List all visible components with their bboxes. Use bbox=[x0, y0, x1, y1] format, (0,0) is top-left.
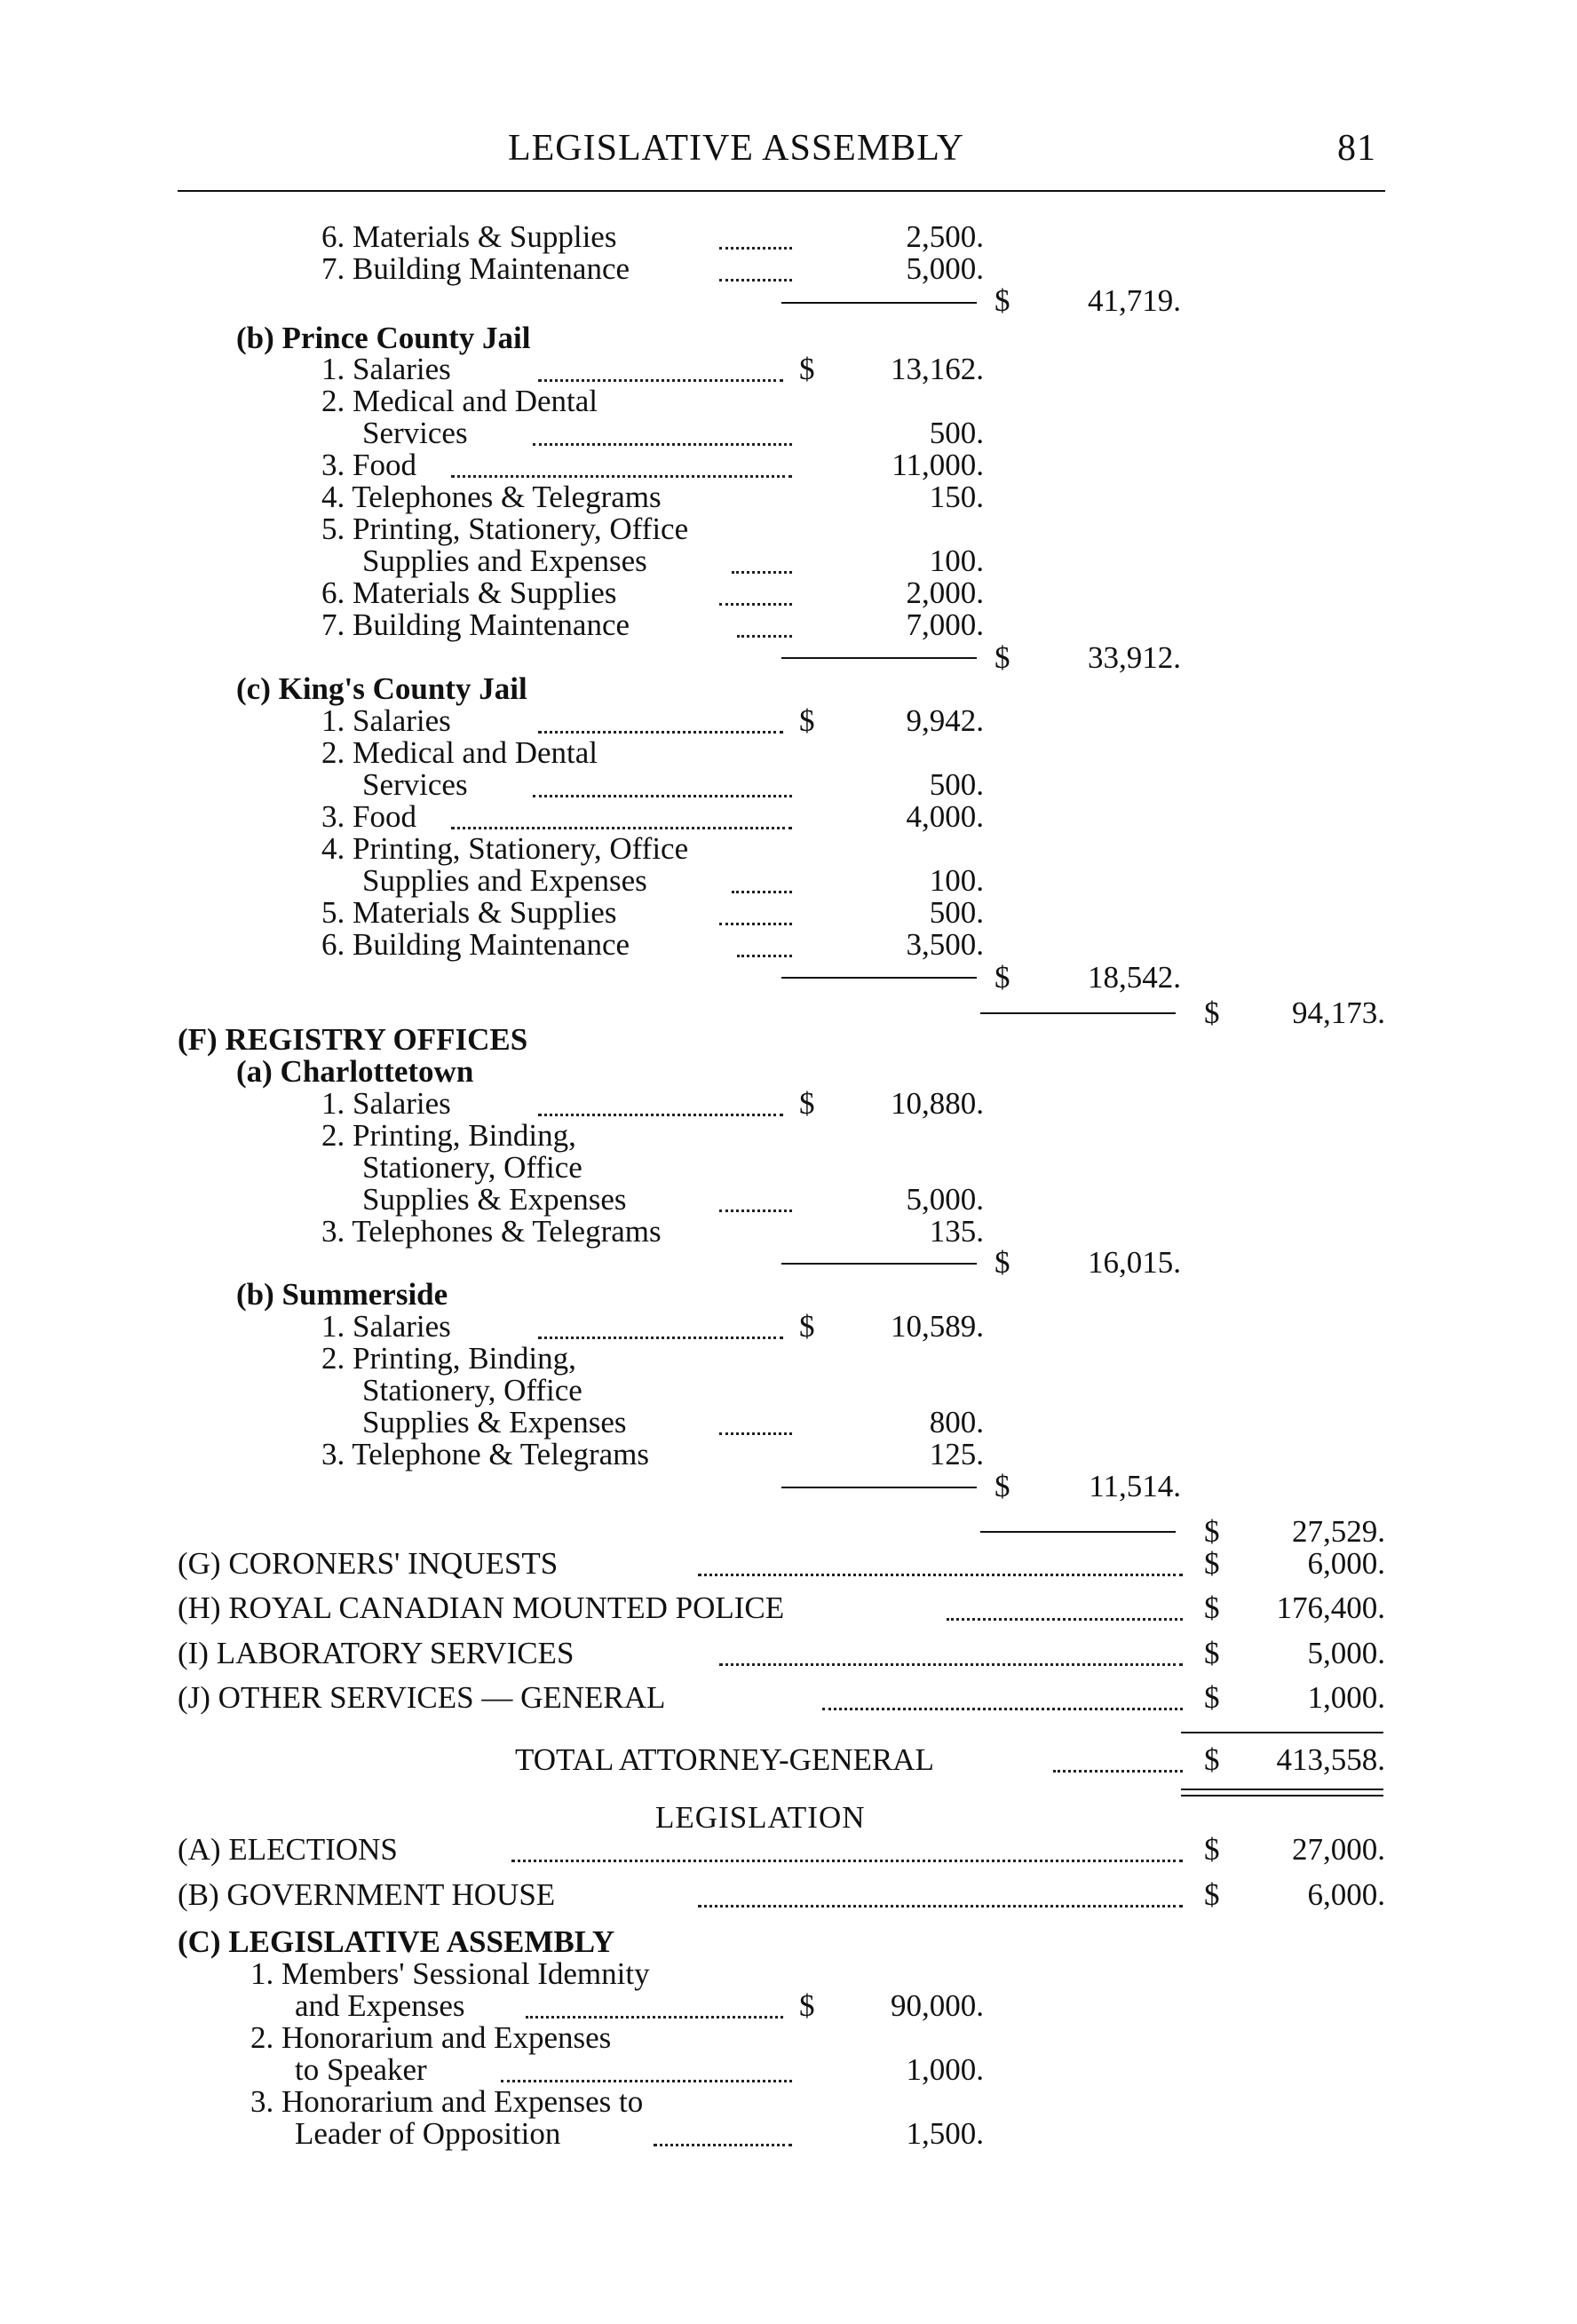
dollar-sign: $ bbox=[1204, 1546, 1220, 1581]
line-label: 1. Members' Sessional Idemnity bbox=[250, 1956, 650, 1991]
line-label: 6. Materials & Supplies bbox=[321, 219, 617, 254]
leader-dots bbox=[451, 827, 792, 829]
subsection-heading: (a) Charlottetown bbox=[236, 1054, 474, 1089]
dollar-sign: $ bbox=[1204, 1680, 1220, 1715]
line-label: 4. Telephones & Telegrams bbox=[321, 480, 662, 514]
dollar-sign: $ bbox=[799, 703, 815, 738]
service-amount: 5,000. bbox=[1307, 1636, 1385, 1670]
dollar-sign: $ bbox=[1204, 995, 1220, 1030]
line-label: 7. Building Maintenance bbox=[321, 607, 630, 642]
line-label: Supplies & Expenses bbox=[362, 1405, 627, 1440]
subtotal-amount: 33,912. bbox=[1088, 640, 1181, 675]
service-amount: 6,000. bbox=[1307, 1546, 1385, 1581]
section-heading: (c) King's County Jail bbox=[236, 671, 527, 706]
line-amount: 500. bbox=[929, 767, 984, 802]
leader-dots bbox=[737, 955, 792, 957]
line-label: to Speaker bbox=[295, 2052, 427, 2087]
section-heading: (C) LEGISLATIVE ASSEMBLY bbox=[178, 1924, 615, 1959]
line-amount: 13,162. bbox=[891, 352, 984, 386]
legislation-heading: LEGISLATION bbox=[655, 1800, 866, 1835]
line-amount: 4,000. bbox=[906, 799, 984, 834]
line-label: 3. Food bbox=[321, 799, 416, 834]
leader-dots bbox=[538, 1114, 783, 1116]
line-label: Supplies & Expenses bbox=[362, 1182, 627, 1217]
leader-dots bbox=[538, 1336, 783, 1339]
line-amount: 135. bbox=[929, 1214, 984, 1249]
service-amount: 176,400. bbox=[1276, 1590, 1385, 1625]
leader-dots bbox=[719, 603, 792, 606]
line-label: 2. Medical and Dental bbox=[321, 384, 598, 418]
line-amount: 10,589. bbox=[891, 1309, 984, 1344]
line-amount: 100. bbox=[929, 863, 984, 898]
grand-total-label: TOTAL ATTORNEY-GENERAL bbox=[515, 1742, 934, 1777]
leader-dots bbox=[533, 443, 792, 446]
dollar-sign: $ bbox=[799, 352, 815, 386]
legislation-line-label: (A) ELECTIONS bbox=[178, 1832, 398, 1867]
dollar-sign: $ bbox=[1204, 1514, 1220, 1549]
double-rule bbox=[1181, 1789, 1383, 1797]
line-label: 5. Materials & Supplies bbox=[321, 895, 617, 930]
leader-dots bbox=[538, 379, 783, 382]
leader-dots bbox=[719, 279, 792, 282]
line-amount: 125. bbox=[929, 1437, 984, 1471]
dollar-sign: $ bbox=[995, 1469, 1010, 1503]
dollar-sign: $ bbox=[995, 1245, 1010, 1280]
line-label: 2. Medical and Dental bbox=[321, 735, 598, 770]
line-label: 3. Food bbox=[321, 448, 416, 482]
line-amount: 500. bbox=[929, 895, 984, 930]
line-label: 1. Salaries bbox=[321, 1086, 451, 1121]
legislation-line-amount: 6,000. bbox=[1307, 1877, 1385, 1912]
line-label: 6. Building Maintenance bbox=[321, 927, 630, 962]
leader-dots bbox=[1053, 1770, 1183, 1773]
line-label: 3. Telephone & Telegrams bbox=[321, 1437, 649, 1471]
leader-dots bbox=[822, 1708, 1183, 1710]
dollar-sign: $ bbox=[1204, 1877, 1220, 1912]
dollar-sign: $ bbox=[1204, 1590, 1220, 1625]
line-amount: 5,000. bbox=[906, 1182, 984, 1217]
legislation-line-label: (B) GOVERNMENT HOUSE bbox=[178, 1877, 556, 1912]
line-label: Leader of Opposition bbox=[295, 2116, 561, 2151]
dollar-sign: $ bbox=[799, 1309, 815, 1344]
header-rule bbox=[178, 190, 1385, 192]
subtotal-rule bbox=[781, 1263, 977, 1265]
line-amount: 1,000. bbox=[906, 2052, 984, 2087]
service-label: (H) ROYAL CANADIAN MOUNTED POLICE bbox=[178, 1590, 785, 1625]
line-amount: 5,000. bbox=[906, 251, 984, 286]
service-label: (G) CORONERS' INQUESTS bbox=[178, 1546, 559, 1581]
line-amount: 3,500. bbox=[906, 927, 984, 962]
subtotal-amount: 16,015. bbox=[1088, 1245, 1181, 1280]
line-label: 2. Printing, Binding, bbox=[321, 1118, 576, 1153]
line-amount: 9,942. bbox=[906, 703, 984, 738]
line-label: Supplies and Expenses bbox=[362, 863, 647, 898]
section-heading: (F) REGISTRY OFFICES bbox=[178, 1022, 528, 1057]
leader-dots bbox=[538, 731, 783, 734]
line-amount: 10,880. bbox=[891, 1086, 984, 1121]
leader-dots bbox=[947, 1618, 1183, 1621]
line-label: and Expenses bbox=[295, 1988, 465, 2023]
subtotal-rule bbox=[781, 657, 977, 659]
line-label: 4. Printing, Stationery, Office bbox=[321, 831, 689, 866]
line-amount: 800. bbox=[929, 1405, 984, 1440]
line-amount: 150. bbox=[929, 480, 984, 514]
leader-dots bbox=[719, 247, 792, 250]
dollar-sign: $ bbox=[1204, 1742, 1220, 1777]
service-label: (J) OTHER SERVICES — GENERAL bbox=[178, 1680, 666, 1715]
leader-dots bbox=[719, 923, 792, 925]
dollar-sign: $ bbox=[799, 1086, 815, 1121]
dollar-sign: $ bbox=[1204, 1636, 1220, 1670]
dollar-sign: $ bbox=[995, 960, 1010, 995]
dollar-sign: $ bbox=[995, 640, 1010, 675]
line-label: Stationery, Office bbox=[362, 1373, 582, 1408]
subtotal-amount: 41,719. bbox=[1088, 283, 1181, 318]
line-label: 1. Salaries bbox=[321, 703, 451, 738]
total-rule bbox=[980, 1012, 1176, 1014]
leader-dots bbox=[698, 1905, 1183, 1908]
leader-dots bbox=[654, 2144, 792, 2146]
section-total-amount: 94,173. bbox=[1292, 995, 1385, 1030]
line-amount: 11,000. bbox=[892, 448, 984, 482]
grand-total-amount: 413,558. bbox=[1276, 1742, 1385, 1777]
subtotal-rule bbox=[781, 1487, 977, 1488]
line-label: 2. Printing, Binding, bbox=[321, 1341, 576, 1376]
page-title: LEGISLATIVE ASSEMBLY bbox=[508, 128, 964, 169]
leader-dots bbox=[719, 1432, 792, 1435]
leader-dots bbox=[737, 635, 792, 638]
leader-dots bbox=[719, 1663, 1183, 1666]
line-amount: 2,500. bbox=[906, 219, 984, 254]
subsection-heading: (b) Summerside bbox=[236, 1277, 448, 1312]
line-amount: 100. bbox=[929, 543, 984, 578]
line-label: 2. Honorarium and Expenses bbox=[250, 2020, 612, 2055]
line-label: 1. Salaries bbox=[321, 1309, 451, 1344]
leader-dots bbox=[511, 1860, 1183, 1862]
leader-dots bbox=[719, 1210, 792, 1212]
leader-dots bbox=[698, 1574, 1183, 1576]
dollar-sign: $ bbox=[1204, 1832, 1220, 1867]
total-rule bbox=[1181, 1732, 1383, 1733]
leader-dots bbox=[526, 2016, 783, 2019]
page-number: 81 bbox=[1337, 128, 1376, 169]
line-amount: 1,500. bbox=[906, 2116, 984, 2151]
line-label: 5. Printing, Stationery, Office bbox=[321, 512, 689, 546]
line-label: Services bbox=[362, 416, 468, 450]
leader-dots bbox=[533, 795, 792, 797]
line-label: Services bbox=[362, 767, 468, 802]
line-label: Stationery, Office bbox=[362, 1150, 582, 1185]
section-total-amount: 27,529. bbox=[1292, 1514, 1385, 1549]
line-label: 1. Salaries bbox=[321, 352, 451, 386]
line-label: 7. Building Maintenance bbox=[321, 251, 630, 286]
dollar-sign: $ bbox=[995, 283, 1010, 318]
line-amount: 2,000. bbox=[906, 575, 984, 610]
service-amount: 1,000. bbox=[1307, 1680, 1385, 1715]
section-heading: (b) Prince County Jail bbox=[236, 321, 531, 355]
dollar-sign: $ bbox=[799, 1988, 815, 2023]
line-label: 6. Materials & Supplies bbox=[321, 575, 617, 610]
leader-dots bbox=[501, 2080, 792, 2082]
service-label: (I) LABORATORY SERVICES bbox=[178, 1636, 575, 1670]
legislation-line-amount: 27,000. bbox=[1292, 1832, 1385, 1867]
subtotal-rule bbox=[781, 977, 977, 979]
line-amount: 7,000. bbox=[906, 607, 984, 642]
leader-dots bbox=[732, 571, 792, 574]
line-label: Supplies and Expenses bbox=[362, 543, 647, 578]
total-rule bbox=[980, 1531, 1176, 1533]
subtotal-amount: 18,542. bbox=[1088, 960, 1181, 995]
subtotal-amount: 11,514. bbox=[1089, 1469, 1181, 1503]
leader-dots bbox=[451, 475, 792, 478]
line-amount: 500. bbox=[929, 416, 984, 450]
leader-dots bbox=[732, 891, 792, 893]
line-label: 3. Honorarium and Expenses to bbox=[250, 2084, 644, 2119]
line-amount: 90,000. bbox=[891, 1988, 984, 2023]
subtotal-rule bbox=[781, 302, 977, 304]
line-label: 3. Telephones & Telegrams bbox=[321, 1214, 662, 1249]
